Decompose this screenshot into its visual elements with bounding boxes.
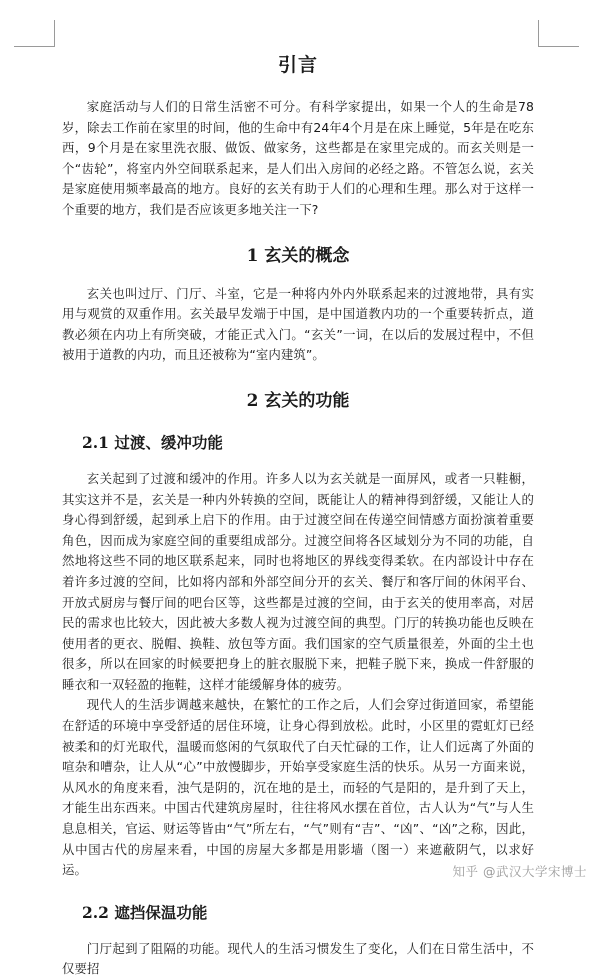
crop-mark-top-left-h: [14, 46, 54, 47]
zhihu-watermark: 知乎 @武汉大学宋博士: [452, 864, 587, 879]
subsection-2-1-paragraph-1: 玄关起到了过渡和缓冲的作用。许多人以为玄关就是一面屏风，或者一只鞋橱，其实这并不是，玄关是一种内外转换的空间，既能让人的精神得到舒缓，又能让人的身心得到舒缓，起到承上启下的作用。由于过渡空间在传递空间情感方面扮演着重要角色，因而成为家庭空间的重要组成部分。过渡空间将各区域划分为不同的功能，自然地将这些不同的地区联系起来，同时也将地区的界线变得柔软。在内部设计中存在着许多过渡的空间，比如将内部和外部空间分开的玄关、餐厅和客厅间的休闲平台、开放式厨房与餐厅间的吧台区等，这些都是过渡的空间，由于玄关的使用率高，对居民的需求也比较大，因此被大多数人视为过渡空间的典型。门厅的转换功能也反映在使用者的更衣、脱帽、换鞋、放包等方面。我们国家的空气质量很差，外面的尘土也很多，所以在回家的时候要把身上的脏衣服脱下来，把鞋子脱下来，换成一件舒服的睡衣和一双轻盈的拖鞋，这样才能缓解身体的疲劳。: [62, 470, 534, 692]
subsection-2-2-paragraph-1: 门厅起到了阻隔的功能。现代人的生活习惯发生了变化，人们在日常生活中，不仅要招: [62, 940, 534, 977]
section-1-paragraph: 玄关也叫过厅、门厅、斗室，它是一种将内外内外联系起来的过渡地带，具有实用与观赏的双重作用。玄关最早发端于中国，是中国道教内功的一个重要转折点，道教必须在内功上有所突破，才能正式入门。“玄关”一词，在以后的发展过程中，不但被用于道教的内功，而且还被称为“室内建筑”。: [62, 285, 534, 363]
section-1-heading: 1 玄关的概念: [246, 245, 350, 266]
section-2-heading: 2 玄关的功能: [246, 390, 350, 411]
intro-paragraph: 家庭活动与人们的日常生活密不可分。有科学家提出，如果一个人的生命是78岁，除去工作前在家里的时间，他的生命中有24年4个月是在床上睡觉，5年是在吃东西，9个月是在家里洗衣服、做饭、做家务，这些都是在家里完成的。而玄关则是一个“齿轮”，将室内外空间联系起来，是人们出入房间的必经之路。不管怎么说，玄关是家庭使用频率最高的地方。良好的玄关有助于人们的心理和生理。那么对于这样一个重要的地方，我们是否应该更多地关注一下?: [62, 99, 534, 217]
document-page: [62, 50, 534, 980]
crop-mark-top-right-h: [539, 46, 579, 47]
subsection-2-1-heading: 2.1 过渡、缓冲功能: [82, 432, 223, 452]
crop-mark-top-right-v: [538, 20, 539, 47]
subsection-2-2-heading: 2.2 遮挡保温功能: [82, 902, 208, 922]
document-title: 引言: [277, 54, 318, 76]
crop-mark-top-left-v: [54, 20, 55, 47]
subsection-2-1-paragraph-2: 现代人的生活步调越来越快，在繁忙的工作之后，人们会穿过街道回家，希望能在舒适的环境中享受舒适的居住环境，让身心得到放松。此时，小区里的霓虹灯已经被柔和的灯光取代，温暖而悠闲的气氛取代了白天忙碌的工作，让人们远离了外面的喧杂和嘈杂，让人从“心”中放慢脚步，开始享受家庭生活的快乐。从另一方面来说，从风水的角度来看，浊气是阴的，沉在地的是土，而轻的气是阳的，是升到了天上，才能生出东西来。中国古代建筑房屋时，往往将风水摆在首位，古人认为“气”与人生息息相关，官运、财运等皆由“气”所左右，“气”则有“吉”、“凶”、“凶”之称，因此，从中国古代的房屋来看，中国的房屋大多都是用影墙（图一）来遮蔽阴气，以求好运。: [62, 697, 534, 878]
